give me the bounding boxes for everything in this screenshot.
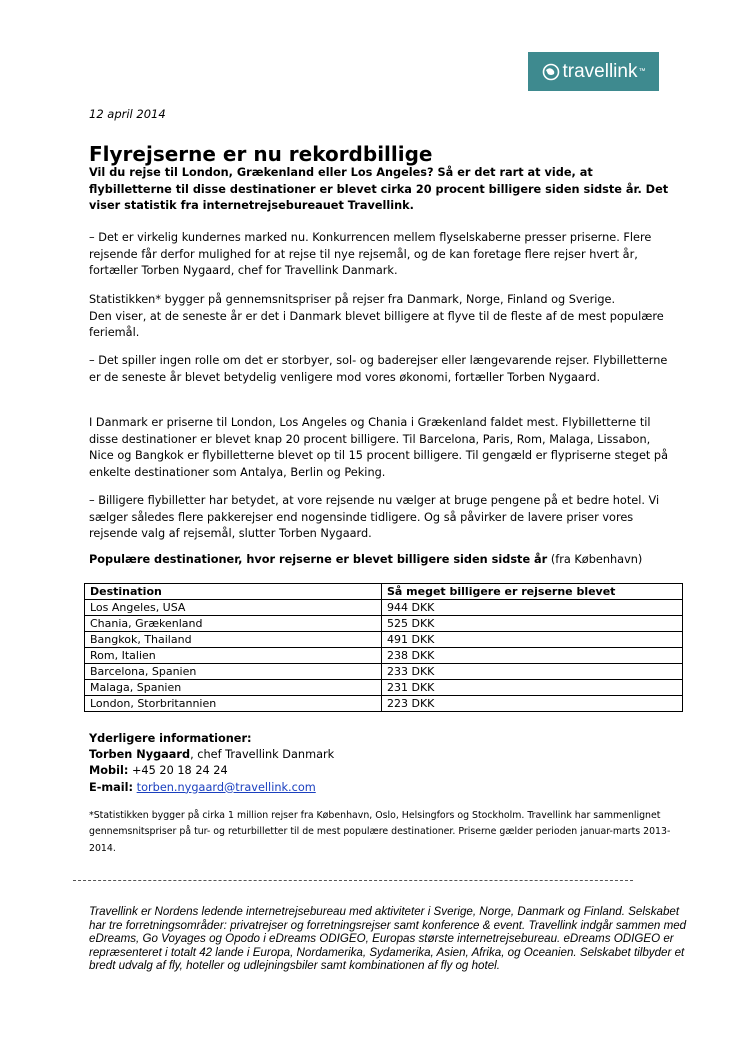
body-paragraph-3: – Det spiller ingen rolle om det er storbyer, sol- og baderejser eller længevarende rejser. Flybilletterne er de seneste år blevet betydelig venligere mod vores økonomi, fortæller Torben Nygaard. <box>89 354 668 384</box>
body-paragraph-1: – Det er virkelig kundernes marked nu. Konkurrencen mellem flyselskaberne presser priserne. Flere rejsende får derfor mulighed for at rejse til nye rejsemål, og de kan foretage flere rejser hvert år, fortæller Torben Nygaard, chef for Travellink Danmark. <box>89 231 652 278</box>
destination-cell: Barcelona, Spanien <box>85 664 382 680</box>
globe-icon <box>542 63 560 81</box>
mobile-label: Mobil: <box>89 764 129 778</box>
table-row <box>85 600 683 616</box>
table-row <box>85 696 683 712</box>
destination-cell: Malaga, Spanien <box>85 680 382 696</box>
table-heading-note: (fra København) <box>550 553 643 566</box>
savings-cell: 231 DKK <box>382 680 683 696</box>
logo-text: travellink <box>562 60 638 82</box>
logo-trademark: ™ <box>638 68 646 75</box>
contact-role: , chef Travellink Danmark <box>190 748 335 762</box>
column-header-destination: Destination <box>85 584 382 600</box>
savings-cell: 525 DKK <box>382 616 683 632</box>
destination-cell: London, Storbritannien <box>85 696 382 712</box>
contact-heading: Yderligere informationer: <box>89 732 252 745</box>
body-paragraph-5: – Billigere flybilletter har betydet, at vore rejsende nu vælger at bruge pengene på et bedre hotel. Vi sælger således flere pakkerejser end nogensinde tidligere. Og så påvirker de lavere priser vores rejsende valg af rejsemål, slutter Torben Nygaard. <box>89 494 660 541</box>
email-label: E-mail: <box>89 780 134 794</box>
savings-cell: 491 DKK <box>382 632 683 648</box>
table-heading-text: Populære destinationer, hvor rejserne er blevet billigere siden sidste år <box>89 553 548 566</box>
about-travellink: Travellink er Nordens ledende internetrejsebureau med aktiviteter i Sverige, Norge, Danmark og Finland. Selskabet har tre forretningsområder: privatrejser og forretningsrejser samt konference & event. Travellink indgår sammen med eDreams, Go Voyages og Opodo i eDreams ODIGEO, Europas største internetrejsebureau. eDreams ODIGEO er repræsenteret i totalt 42 lande i Europa, Nordamerika, Sydamerika, Asien, Afrika, og Oceanien. Selskabet tilbyder et bredt udvalg af fly, hoteller og udlejningsbiler samt kombinationen af fly og hotel. <box>89 905 687 972</box>
contact-name: Torben Nygaard <box>89 748 191 762</box>
table-row <box>85 616 683 632</box>
travellink-logo <box>528 52 659 91</box>
page-title: Flyrejserne er nu rekordbillige <box>89 142 433 166</box>
release-date: 12 april 2014 <box>89 107 166 121</box>
destination-cell: Chania, Grækenland <box>85 616 382 632</box>
destination-cell: Los Angeles, USA <box>85 600 382 616</box>
destination-cell: Rom, Italien <box>85 648 382 664</box>
table-heading <box>89 553 642 566</box>
statistics-footnote: *Statistikken bygger på cirka 1 million rejser fra København, Oslo, Helsingfors og Stockholm. Travellink har sammenlignet gennemsnitspriser på tur- og returbilletter til de mest populære destinationer. Priserne gælder perioden januar-marts 2013-2014. <box>89 810 671 854</box>
body-paragraph-2: Statistikken* bygger på gennemsnitspriser på rejser fra Danmark, Norge, Finland og Sverige. Den viser, at de seneste år er det i Danmark blevet billigere at flyve til de fleste af de mest populære feriemål. <box>89 293 664 340</box>
body-paragraph-4: I Danmark er priserne til London, Los Angeles og Chania i Grækenland faldet mest. Flybilletterne til disse destinationer er blevet knap 20 procent billigere. Til Barcelona, Paris, Rom, Malaga, Lissabon, Nice og Bangkok er flybilletterne blevet op til 15 procent billigere. Til gengæld er flypriserne steget på enkelte destinationer som Antalya, Berlin og Peking. <box>89 416 669 479</box>
savings-cell: 233 DKK <box>382 664 683 680</box>
table-row <box>85 632 683 648</box>
divider <box>73 880 633 881</box>
destination-cell: Bangkok, Thailand <box>85 632 382 648</box>
contact-block <box>89 731 334 796</box>
column-header-savings: Så meget billigere er rejserne blevet <box>382 584 683 600</box>
table-header-row <box>85 584 683 600</box>
mobile-number: +45 20 18 24 24 <box>128 764 228 778</box>
savings-cell: 223 DKK <box>382 696 683 712</box>
savings-cell: 238 DKK <box>382 648 683 664</box>
savings-cell: 944 DKK <box>382 600 683 616</box>
email-link[interactable]: torben.nygaard@travellink.com <box>136 780 316 794</box>
table-row <box>85 680 683 696</box>
lead-paragraph: Vil du rejse til London, Grækenland eller Los Angeles? Så er det rart at vide, at flybilletterne til disse destinationer er blevet cirka 20 procent billigere siden sidste år. Det viser statistik fra internetrejsebureauet Travellink. <box>89 166 669 213</box>
destinations-table <box>84 583 683 712</box>
table-row <box>85 664 683 680</box>
table-row <box>85 648 683 664</box>
